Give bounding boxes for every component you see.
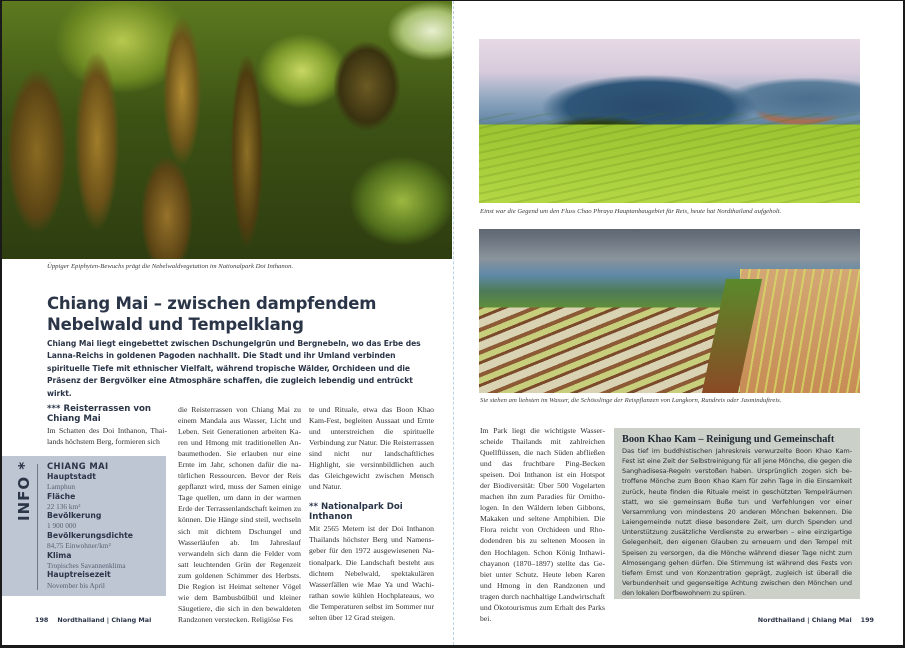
column-3 — [309, 404, 434, 623]
fact-value: November bis April — [47, 580, 105, 590]
column-1-text: Im Schatten des Doi Inthanon, Thailands höchstem Berg, formieren sich — [47, 426, 167, 447]
fact-label: Hauptreisezeit — [47, 570, 111, 580]
fact-label: Fläche — [47, 491, 76, 501]
sidebox-title: Boon Khao Kam – Reinigung und Gemeinschaft — [622, 434, 835, 445]
fact-value: Lamphun — [47, 482, 75, 492]
fact-label: Hauptstadt — [47, 472, 96, 481]
cloud-forest-photo — [2, 1, 452, 259]
section-heading-nationalpark: ** Nationalpark Doi Inthanon — [309, 502, 403, 523]
column-2-text: die Reisterrassen von Chiang Mai zu einem Mandala aus Wasser, Licht und Leben. Seit Generationen arbeiten Karen und Hmong mit traditionellen Anbaumethoden. Sie erlauben nur eine Ernte im Jahr, schonen dafür die natürlichen Ressourcen. Bevor der Reis gepflanzt wird, muss der Samen einige Tage quellen, um dann in der warmen Erde der Terrassenlandschaft keimen zu können. Die Hänge sind steil, wechseln sich mit dichtem Dschungel und Wasserläufen ab. Im Jahreslauf verwandeln sich dann die Felder vom satt leuchtenden Grün der Regenzeit zum goldenen Schimmer des Herbsts. Die Region ist Heimat seltener Vögel wie dem Bambusbülbül und kleiner Säugetiere, die sich in den bewaldeten Randzonen verstecken. Religiöse Fes — [178, 405, 301, 624]
column-4 — [480, 425, 605, 624]
info-box — [2, 456, 166, 596]
column-3-text-a: te und Rituale, etwa das Boon Khao Kam-Fest, begleiten Aussaat und Ernte und unterstreichen die spirituelle Verbindung zur Natur. Die Reisterrassen sind nicht nur landschaftliches Highlight, sie versinnbildlichen auch das Gleichgewicht zwischen Mensch und Natur. — [309, 405, 434, 492]
column-4-text: Im Park liegt die wichtigste Wasserscheide Thailands mit zahlreichen Quellflüssen, die nach Süden abfließen und das fruchtbare Ping-Becken speisen. Doi Inthanon ist ein Hotspot der Biodiversität: Über 500 Vogelarten machen ihn zum Paradies für Ornithologen. In den Wäldern leben Gibbons, Makaken und seltene Amphibien. Die Flora reicht von Orchideen und Rhododendren bis zu seltenen Moosen in den Hochlagen. Schon König Inthawichayanon (1870–1897) stellte das Gebiet unter Schutz. Heute leben Karen und Hmong in den Randzonen und tragen durch nachhaltige Landwirtschaft und Ökotourismus zum Erhalt des Parks bei. — [480, 426, 605, 623]
column-3-text-b: Mit 2565 Metern ist der Doi Inthanon Thailands höchster Berg und Namensgeber für den 1972 ausgewiesenen Nationalpark. Die Landschaft besteht aus dichtem Nebelwald, spektakulären Wasserfällen wie Mae Ya und Wachirathan sowie kühlen Hochplateaus, wo die Temperaturen selbst im Sommer nur selten über 12 Grad steigen. — [309, 524, 434, 622]
info-asterisk-label: INFO * — [15, 460, 33, 521]
article-lead: Chiang Mai liegt eingebettet zwischen Dschungelgrün und Bergnebeln, wo das Erbe des Lanna-Reichs in goldenen Pagoden nachhallt. Die Stadt und ihr Umland verbinden spirituelle Tiefe mit ethnischer Vielfalt, während tropische Wälder, Orchideen und die Präsenz der Bergvölker eine Atmosphäre schaffen, die zugleich lebendig und entrückt wirkt. — [47, 339, 421, 398]
column-2 — [178, 404, 301, 625]
info-tab — [12, 460, 34, 520]
fact-value: Tropisches Savannenklima — [47, 560, 126, 570]
fact-label: Bevölkerung — [47, 511, 102, 521]
running-head-left: Nordthailand | Chiang Mai — [57, 616, 152, 624]
boon-khao-kam-box — [614, 428, 860, 599]
section-heading-reisterrassen: *** Reisterrassen von Chiang Mai — [47, 404, 151, 424]
fact-value: 1 900 000 — [47, 521, 77, 531]
article-headline: Chiang Mai – zwischen dampfendem Nebelwald und Tempelklang — [47, 294, 377, 334]
page-gutter — [453, 1, 454, 645]
hills-photo-caption: Einst war die Gegend um den Fluss Chao Phraya Hauptanbaugebiet für Reis, heute hat Nordthailand aufgeholt. — [480, 208, 782, 215]
info-divider — [37, 464, 38, 590]
column-1 — [47, 404, 167, 447]
info-facts — [47, 461, 163, 590]
terraces-photo-caption: Sie stehen am liebsten im Wasser, die Schösslinge der Reispflanzen von Langkorn, Rundreis oder Jasminduftreis. — [480, 397, 782, 404]
fact-label: Klima — [47, 550, 72, 560]
rice-hills-photo — [479, 39, 860, 203]
fact-value: 22 136 km² — [47, 501, 81, 511]
page-number-right: 199 — [860, 616, 874, 624]
rice-terraces-photo — [479, 229, 860, 393]
forest-photo-caption: Üppiger Epiphyten-Bewuchs prägt die Nebelwaldvegetation im Nationalpark Doi Inthanon. — [47, 263, 294, 270]
info-title: CHIANG MAI — [47, 461, 109, 471]
sidebox-text: Das tief im buddhistischen Jahreskreis verwurzelte Boon Khao Kam-Fest ist eine Zeit der Selbstreinigung für all jene Mönche, die gegen die Sanghadisesa-Regeln verstoßen haben. Ursprünglich zogen sich betroffene Mönche zum Boon Khao Kam für zehn Tage in die Einsamkeit zurück, heute finden die Rituale meist in geschützten Tempelräumen statt, wo sie gemeinsam Buße tun und Verfehlungen vor einer Versammlung von mindestens 20 anderen Mönchen bekennen. Die Laiengemeinde nutzt diese besondere Zeit, um durch Spenden und Unterstützung zusätzliche Verdienste zu erwerben – eine einzigartige Gelegenheit, den eigenen Glauben zu erneuern und den Tempel mit Speisen zu versorgen, da die Mönche während dieser Tage nicht zum Almosengang gehen dürfen. Die Stimmung ist während des Fests von tiefem Ernst und von Konzentration geprägt, zugleich ist überall die Verbundenheit und gegenseitige Achtung zwischen den Mönchen und den lokalen Dorfbewohnern zu spüren. — [622, 447, 852, 598]
fact-value: 84,75 Einwohner/km² — [47, 541, 111, 551]
footer-left — [26, 616, 151, 624]
fact-label: Bevölkerungsdichte — [47, 531, 133, 541]
running-head-right: Nordthailand | Chiang Mai — [757, 616, 852, 624]
book-spread — [2, 1, 903, 645]
footer-right — [758, 616, 883, 624]
page-number-left: 198 — [35, 616, 49, 624]
